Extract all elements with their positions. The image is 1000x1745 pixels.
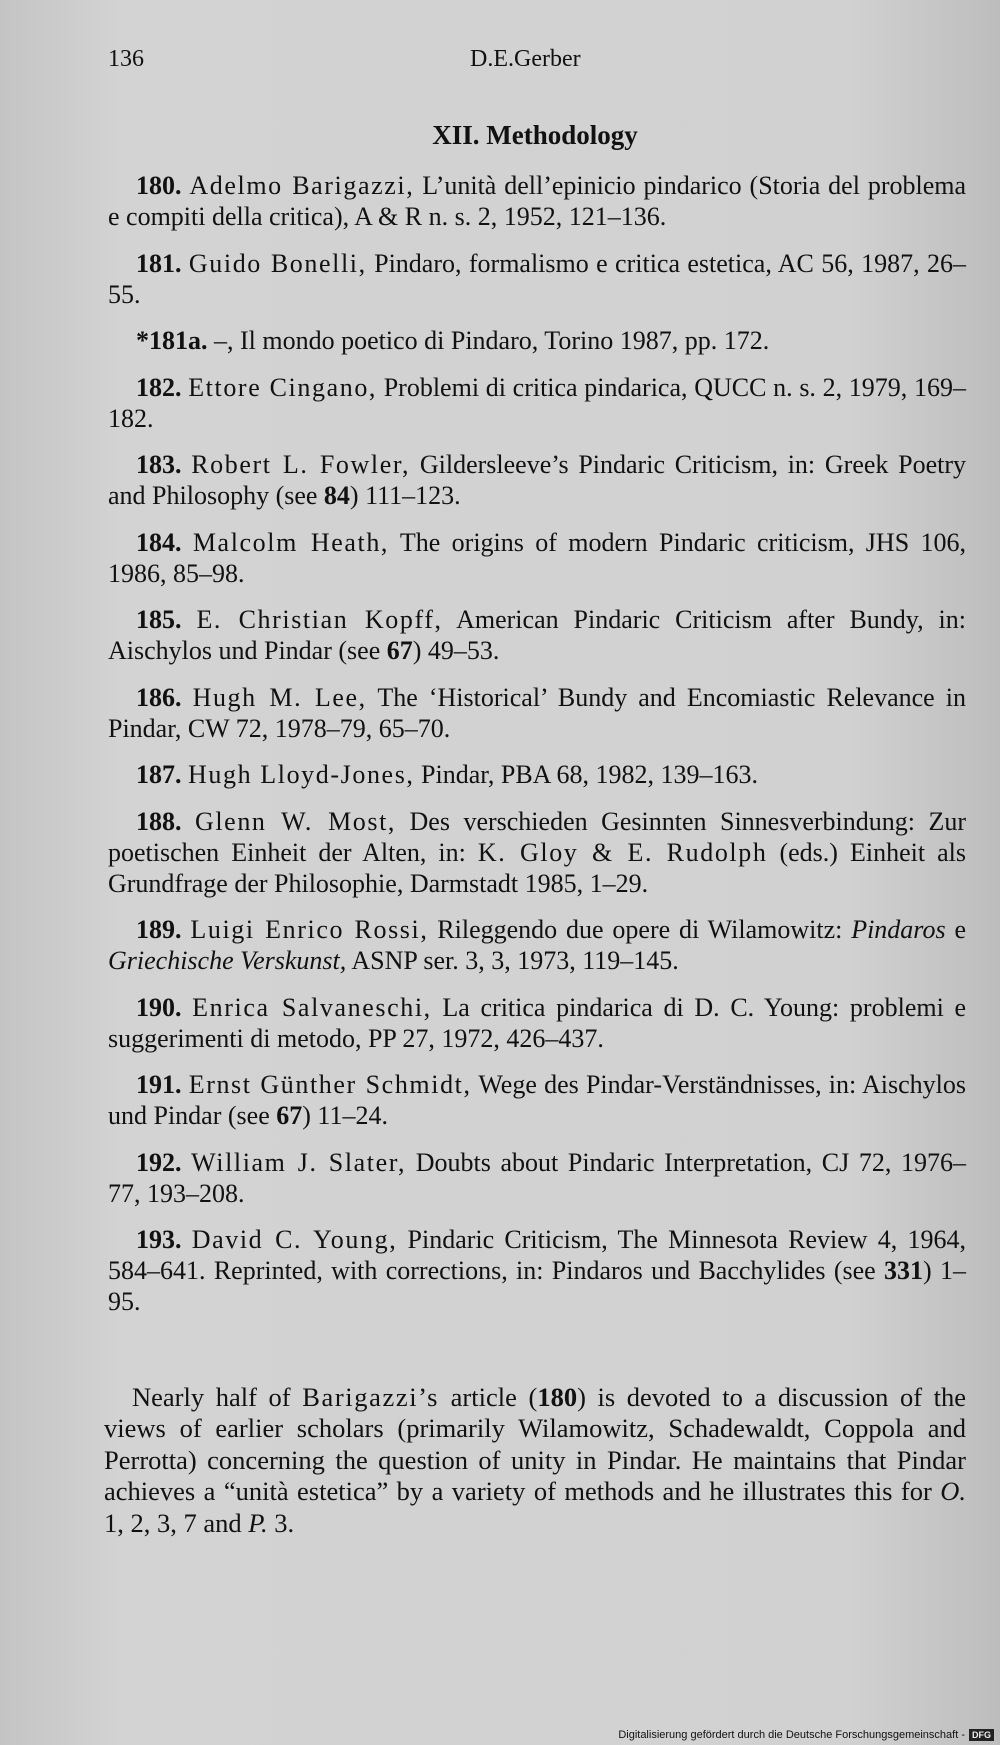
entry-text-end: ) 111–123. — [349, 481, 461, 510]
bibliography-entry-189 — [108, 914, 966, 976]
entry-text: Doubts about Pindaric Interpretation, CJ 72, 1976–77, 193–208. — [108, 1147, 966, 1208]
entry-text-end: (eds.) Einheit als Grundfrage der Philosophie, Darmstadt 1985, 1–29. — [108, 837, 966, 898]
entry-text: Pindar, PBA 68, 1982, 139–163. — [414, 760, 759, 789]
entry-number: 193. — [136, 1225, 182, 1254]
bibliography-entry-181a — [108, 325, 966, 356]
entry-author: David C. Young, — [191, 1225, 398, 1254]
bibliography-entry-193 — [108, 1224, 966, 1317]
entry-number: 182. — [136, 372, 182, 402]
entry-editors: K. Gloy & E. Rudolph — [477, 837, 768, 867]
entry-text-end: ) 49–53. — [412, 636, 500, 665]
bibliography-entry-185 — [108, 604, 966, 666]
entry-number: 180. — [136, 171, 182, 200]
entry-author: Hugh M. Lee, — [192, 682, 367, 712]
bibliography-entry-182 — [108, 372, 966, 434]
italic-abbrev: P. — [248, 1507, 268, 1538]
entry-number: 192. — [136, 1147, 182, 1177]
bibliography-entry-181 — [108, 248, 966, 310]
para-text: article ( — [439, 1381, 538, 1412]
bibliography-entry-191 — [108, 1069, 966, 1131]
page-number: 136 — [108, 46, 144, 72]
italic-title: Griechische Verskunst, — [108, 946, 347, 975]
entry-text-end: ASNP ser. 3, 3, 1973, 119–145. — [346, 946, 679, 975]
cross-reference: 180 — [537, 1381, 578, 1412]
entry-author: Luigi Enrico Rossi, — [190, 915, 429, 944]
para-text: 3. — [267, 1507, 295, 1538]
entry-number: 190. — [136, 992, 182, 1022]
entry-author: William J. Slater, — [191, 1147, 407, 1177]
entry-author: Glenn W. Most, — [194, 806, 397, 836]
entry-number: 181. — [136, 248, 182, 278]
italic-title: Pindaros — [851, 915, 946, 944]
bibliography-entry-180 — [108, 170, 966, 232]
entry-number: 185. — [136, 605, 182, 634]
entry-author: Hugh Lloyd-Jones, — [188, 760, 415, 789]
dfg-logo: DFG — [969, 1729, 994, 1741]
entry-text: Wege des Pindar-Verständnisses, in: Aischylos und Pindar (see — [108, 1070, 966, 1130]
entry-number: *181a. — [136, 326, 208, 355]
bibliography-entry-184 — [108, 527, 966, 589]
section-title: XII. Methodology — [432, 120, 638, 150]
entry-text: The origins of modern Pindaric criticism, JHS 106, 1986, 85–98. — [108, 527, 967, 588]
cross-reference: 67 — [276, 1101, 303, 1130]
entry-text: Rileggendo due opere di Wilamowitz: — [428, 915, 852, 944]
entry-text: Problemi di critica pindarica, QUCC n. s. 2, 1979, 169–182. — [108, 372, 967, 433]
entry-text: La critica pindarica di D. C. Young: problemi e suggerimenti di metodo, PP 27, 1972, 426–437. — [108, 992, 967, 1053]
cross-reference: 331 — [884, 1256, 924, 1285]
entry-text: Gildersleeve’s Pindaric Criticism, in: Greek Poetry and Philosophy (see — [108, 450, 967, 510]
bibliography-entry-187 — [108, 759, 966, 790]
bibliography-list — [108, 170, 966, 1333]
entry-number: 183. — [136, 450, 182, 479]
entry-text: –, Il mondo poetico di Pindaro, Torino 1987, pp. 172. — [207, 326, 770, 355]
digitization-footer — [618, 1729, 994, 1741]
entry-number: 188. — [136, 806, 182, 836]
entry-author: Guido Bonelli, — [188, 248, 367, 278]
bibliography-entry-186 — [108, 682, 966, 744]
para-author: Barigazzi’s — [302, 1381, 440, 1412]
cross-reference: 67 — [386, 636, 413, 665]
entry-number: 186. — [136, 682, 182, 712]
entry-author: Ettore Cingano, — [188, 372, 378, 402]
entry-number: 191. — [136, 1070, 182, 1099]
bibliography-entry-183 — [108, 449, 966, 511]
entry-author: Ernst Günther Schmidt, — [188, 1070, 472, 1099]
entry-author: Malcolm Heath, — [192, 527, 390, 557]
para-text: 1, 2, 3, 7 and — [104, 1507, 249, 1538]
entry-number: 184. — [136, 527, 182, 557]
bibliography-entry-192 — [108, 1147, 966, 1209]
italic-abbrev: O. — [940, 1476, 966, 1506]
entry-text-end: ) 1–95. — [108, 1256, 966, 1316]
entry-author: Enrica Salvaneschi, — [192, 992, 432, 1022]
entry-author: E. Christian Kopff, — [196, 605, 443, 634]
entry-text: Pindaro, formalismo e critica estetica, AC 56, 1987, 26–55. — [108, 248, 967, 309]
entry-number: 189. — [136, 915, 182, 944]
entry-author: Adelmo Barigazzi, — [189, 171, 415, 200]
bibliography-entry-188 — [108, 806, 966, 899]
cross-reference: 84 — [323, 481, 350, 510]
running-title: D.E.Gerber — [470, 46, 581, 72]
para-text: Nearly half of — [132, 1381, 303, 1412]
entry-text: Pindaric Criticism, The Minnesota Review 4, 1964, 584–641. Reprinted, with corrections, in: Pindaros und Bacchylides (see — [108, 1225, 966, 1285]
entry-text: Des verschieden Gesinnten Sinnesverbindung: Zur poetischen Einheit der Alten, in: — [108, 806, 967, 867]
entry-text-mid: e — [945, 915, 966, 944]
entry-number: 187. — [136, 760, 182, 789]
entry-text: American Pindaric Criticism after Bundy, in: Aischylos und Pindar (see — [108, 605, 967, 665]
body-paragraph — [104, 1382, 966, 1540]
entry-text: The ‘Historical’ Bundy and Encomiastic Relevance in Pindar, CW 72, 1978–79, 65–70. — [108, 682, 967, 743]
entry-text-end: ) 11–24. — [302, 1101, 388, 1130]
footer-text: Digitalisierung gefördert durch die Deutsche Forschungsgemeinschaft - — [618, 1729, 965, 1741]
para-text: ) is devoted to a discussion of the views of earlier scholars (primarily Wilamowitz, Schadewaldt, Coppola and Perrotta) concerning the question of unity in Pindar. He maintains that Pindar achieves a “unità estetica” by a variety of methods and he illustrates this for — [104, 1381, 967, 1506]
entry-text: L’unità dell’epinicio pindarico (Storia del problema e compiti della critica), A & R n. s. 2, 1952, 121–136. — [108, 171, 967, 231]
entry-author: Robert L. Fowler, — [191, 450, 411, 479]
bibliography-entry-190 — [108, 992, 966, 1054]
